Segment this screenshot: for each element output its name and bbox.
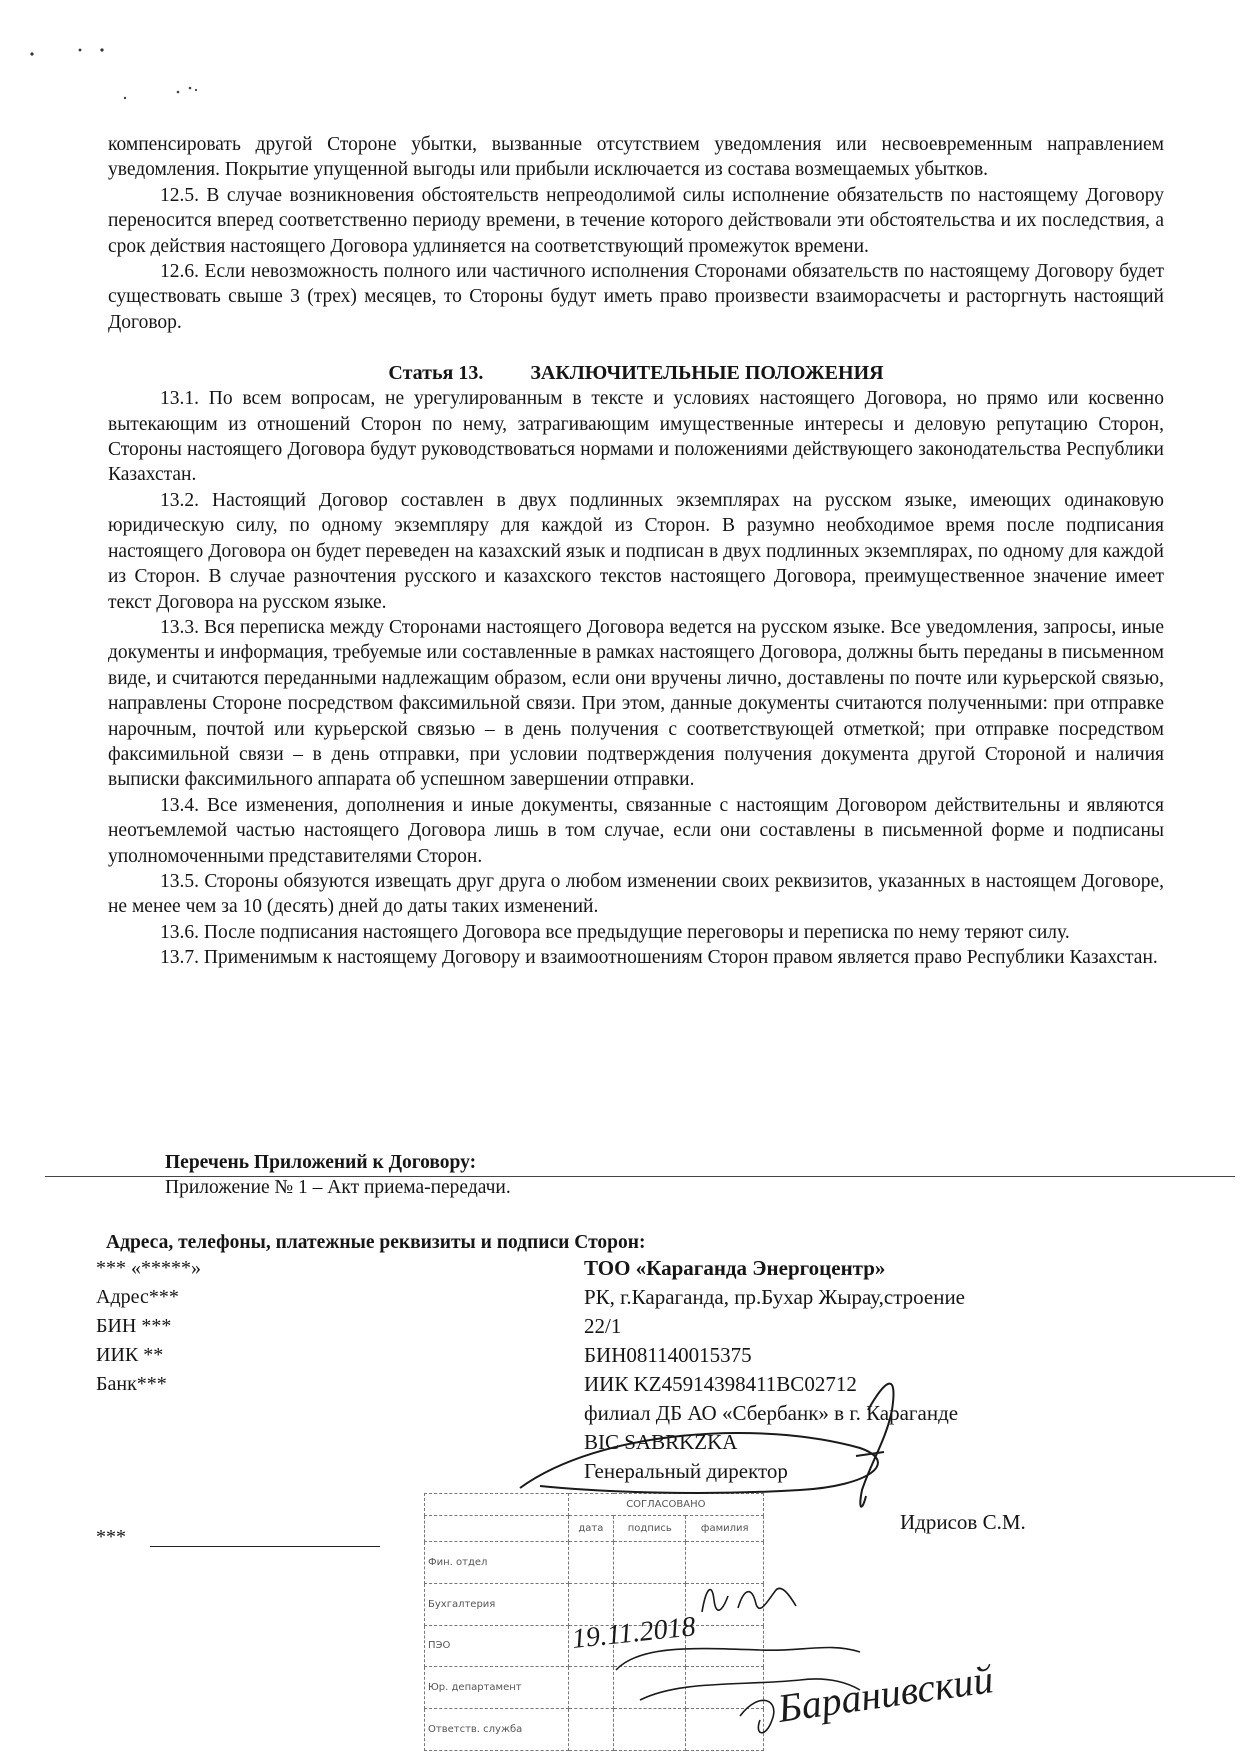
- clause-13-1: 13.1. По всем вопросам, не урегулированным в тексте и условиях настоящего Договора, но прямо или косвенно вытекающим из отношений Сторон по нему, затрагивающим имущественные интересы и деловую репутацию Сторон, Стороны настоящего Договора будут руководствоваться нормами и положениями действующего законодательства Республики Казахстан.: [108, 388, 1164, 486]
- party-left-signature-label: ***: [96, 1526, 126, 1548]
- clause-13-6: 13.6. После подписания настоящего Договора все предыдущие переговоры и переписка по нему теряют силу.: [160, 921, 1070, 943]
- article-13-heading: [108, 360, 1164, 386]
- party-right-org: ТОО «Караганда Энергоцентр»: [584, 1256, 886, 1280]
- approval-row-label: Ответств. служба: [425, 1709, 569, 1751]
- approval-col-date: дата: [568, 1516, 613, 1542]
- contract-body: [108, 132, 1164, 971]
- approval-row-label: ПЭО: [425, 1625, 569, 1667]
- approval-col-signature: подпись: [614, 1516, 686, 1542]
- annex-list-title: Перечень Приложений к Договору:: [165, 1152, 477, 1173]
- party-right-position: Генеральный директор: [584, 1459, 788, 1483]
- party-right-bic: BIC SABRKZKA: [584, 1430, 738, 1454]
- party-left-requisites: [96, 1254, 496, 1399]
- clause-13-5: 13.5. Стороны обязуются извещать друг друга о любом изменении своих реквизитов, указанных в настоящем Договоре, не менее чем за 10 (десять) дней до даты таких изменений.: [108, 870, 1164, 918]
- party-left-bin: БИН ***: [96, 1315, 172, 1337]
- approval-title: СОГЛАСОВАНО: [568, 1494, 763, 1516]
- clause-12-5: 12.5. В случае возникновения обстоятельств непреодолимой силы исполнение обязательств по настоящему Договору переносится вперед соответственно периоду времени, в течение которого действовали эти обстоятельства и их последствия, а срок действия настоящего Договора удлиняется на соответствующий промежуток времени.: [108, 184, 1164, 257]
- article-number: Статья 13.: [388, 362, 484, 385]
- approval-table: [424, 1493, 764, 1751]
- annex-list: [165, 1150, 1065, 1200]
- requisites-title: Адреса, телефоны, платежные реквизиты и подписи Сторон:: [106, 1232, 646, 1253]
- stamp-handwritten-date: 19.11.2018: [570, 1611, 697, 1655]
- clause-12-4-continuation: компенсировать другой Стороне убытки, вызванные отсутствием уведомления или несвоевременным направлением уведомления. Покрытие упущенной выгоды или прибыли исключается из состава возмещаемых убытков.: [108, 134, 1164, 181]
- clause-13-7: 13.7. Применимым к настоящему Договору и взаимоотношениям Сторон правом является право Республики Казахстан.: [160, 947, 1158, 969]
- approval-col-surname: фамилия: [686, 1516, 764, 1542]
- party-left-iik: ИИК **: [96, 1344, 164, 1366]
- scan-artifacts: [20, 40, 220, 110]
- director-name: Идрисов С.М.: [900, 1510, 1026, 1534]
- clause-13-3: 13.3. Вся переписка между Сторонами настоящего Договора ведется на русском языке. Все уведомления, запросы, иные документы и информация, требуемые или составленные в рамках настоящего Договора, должны быть переданы в письменном виде, и считаются переданными надлежащим образом, если они вручены лично, доставлены по почте или курьерской связью, направлены Стороне посредством факсимильной связи. При этом, данные документы считаются полученными: при отправке нарочным, почтой или курьерской связью – в день получения с соответствующей отметкой; при отправке посредством факсимильной связи – в день отправки, при условии подтверждения получения документа другой Стороной и наличия выписки факсимильного аппарата об успешном завершении отправки.: [108, 616, 1164, 791]
- party-right-address-1: РК, г.Караганда, пр.Бухар Жырау,строение: [584, 1285, 966, 1309]
- clause-13-4: 13.4. Все изменения, дополнения и иные документы, связанные с настоящим Договором действительны и являются неотъемлемой частью настоящего Договора лишь в том случае, если они составлены в письменной форме и подписаны уполномоченными представителями Сторон.: [108, 794, 1164, 867]
- party-left-bank: Банк***: [96, 1373, 167, 1395]
- article-title: ЗАКЛЮЧИТЕЛЬНЫЕ ПОЛОЖЕНИЯ: [530, 362, 884, 385]
- approval-row-label: Бухгалтерия: [425, 1583, 569, 1625]
- clause-13-2: 13.2. Настоящий Договор составлен в двух подлинных экземплярах на русском языке, имеющих одинаковую юридическую силу, по одному экземпляру для каждой из Сторон. В разумно необходимое время после подписания настоящего Договора он будет переведен на казахский язык и подписан в двух подлинных экземплярах, по одному для каждой из Сторон. В случае разночтения русского и казахского текстов настоящего Договора, преимущественное значение имеет текст Договора на русском языке.: [108, 489, 1164, 613]
- approval-stamp: [424, 1493, 764, 1751]
- annex-item-1: Приложение № 1 – Акт приема-передачи.: [165, 1177, 511, 1198]
- party-right-iik: ИИК KZ45914398411BC02712: [584, 1372, 857, 1396]
- party-right-address-2: 22/1: [584, 1314, 622, 1338]
- party-left-signature-line: [150, 1546, 380, 1547]
- approval-corner-cell: [425, 1494, 569, 1516]
- party-right-bank: филиал ДБ АО «Сбербанк» в г. Караганде: [584, 1401, 959, 1425]
- approval-row-label: Юр. департамент: [425, 1667, 569, 1709]
- approval-header-blank: [425, 1516, 569, 1542]
- party-left-address: Адрес***: [96, 1286, 179, 1308]
- horizontal-rule: [45, 1176, 1235, 1177]
- clause-12-6: 12.6. Если невозможность полного или частичного исполнения Сторонами обязательств по настоящему Договору будет существовать свыше 3 (трех) месяцев, то Стороны будут иметь право произвести взаиморасчеты и расторгнуть настоящий Договор.: [108, 261, 1164, 333]
- party-right-bin: БИН081140015375: [584, 1343, 752, 1367]
- party-right-requisites: [584, 1254, 1084, 1486]
- party-left-name: *** «*****»: [96, 1257, 201, 1279]
- approval-row-label: Фин. отдел: [425, 1542, 569, 1584]
- stamp-handwritten-name: Баранивский: [774, 1656, 996, 1731]
